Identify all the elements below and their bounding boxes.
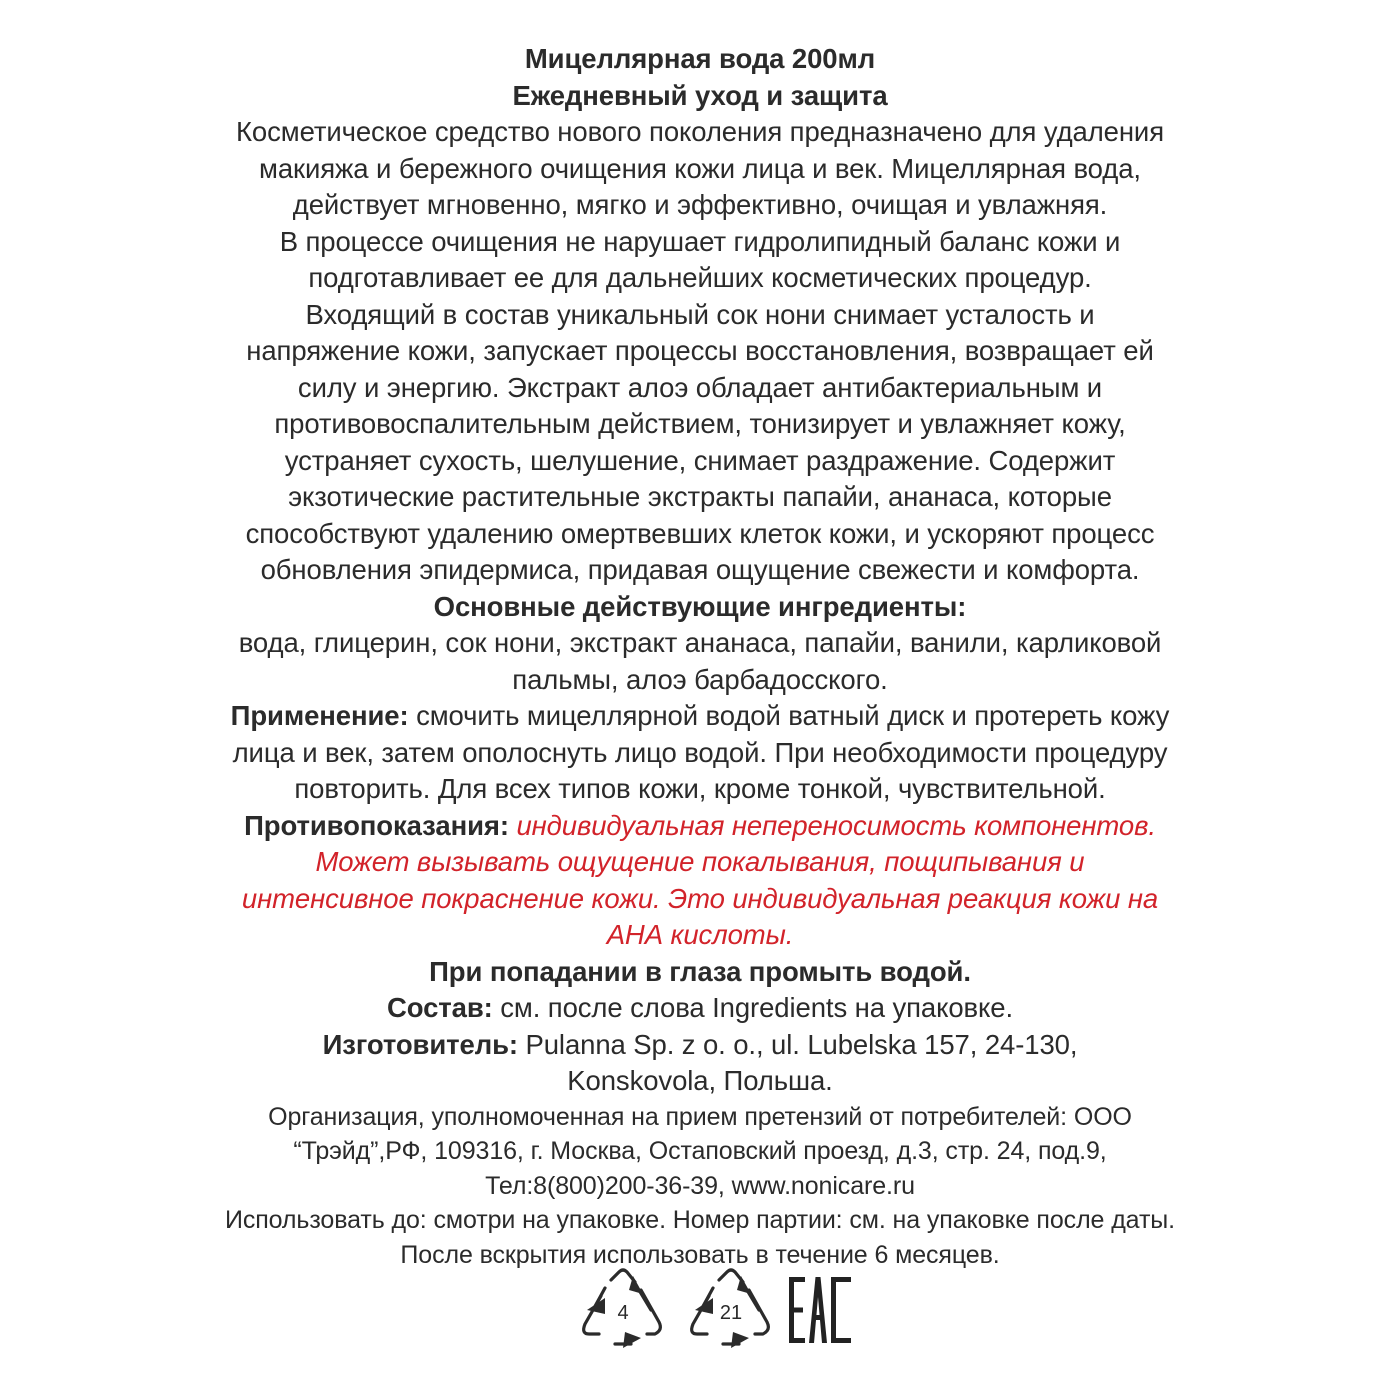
manufacturer-text: Pulanna Sp. z o. o., ul. Lubelska 157, 24-130, bbox=[517, 1028, 1078, 1060]
claims-line: “Трэйд”,РФ, 109316, г. Москва, Остаповский проезд, д.3, стр. 24, под.9, bbox=[293, 1137, 1107, 1165]
usage-line bbox=[200, 698, 1200, 735]
manufacturer-line bbox=[200, 1027, 1200, 1064]
recycle-code-label: 21 bbox=[719, 1302, 743, 1324]
usage-line: повторить. Для всех типов кожи, кроме тонкой, чувствительной. bbox=[294, 773, 1106, 804]
description-line: подготавливает ее для дальнейших косметических процедур. bbox=[308, 262, 1092, 293]
product-subtitle: Ежедневный уход и защита bbox=[512, 80, 888, 111]
description-line: способствуют удалению омертвевших клеток кожи, и ускоряют процесс bbox=[245, 517, 1155, 549]
contraindications-line: Может вызывать ощущение покалывания, пощипывания и bbox=[315, 846, 1085, 877]
description-line: напряжение кожи, запускает процессы восстановления, возвращает ей bbox=[246, 335, 1154, 366]
ingredients-heading: Основные действующие ингредиенты: bbox=[433, 590, 967, 622]
product-description bbox=[200, 114, 1200, 589]
description-line: Входящий в состав уникальный сок нони снимает усталость и bbox=[305, 298, 1095, 330]
description-line: действует мгновенно, мягко и эффективно, очищая и увлажняя. bbox=[292, 189, 1108, 220]
description-line: макияжа и бережного очищения кожи лица и век. Мицеллярная вода, bbox=[259, 152, 1141, 184]
ingredients-line: вода, глицерин, сок нони, экстракт ананаса, папайи, ванили, карликовой bbox=[238, 627, 1162, 658]
recycle-code-label: 4 bbox=[617, 1302, 629, 1324]
certification-marks bbox=[0, 1268, 1400, 1358]
expiry-info: Использовать до: смотри на упаковке. Номер партии: см. на упаковке после даты. bbox=[224, 1206, 1176, 1234]
description-line: Косметическое средство нового поколения предназначено для удаления bbox=[236, 116, 1164, 147]
manufacturer-label: Изготовитель: bbox=[322, 1028, 518, 1060]
composition-text: см. после слова Ingredients на упаковке. bbox=[492, 992, 1014, 1023]
ingredients-line: пальмы, алоэ барбадосского. bbox=[512, 663, 888, 695]
usage-label: Применение: bbox=[230, 700, 409, 731]
composition-label: Состав: bbox=[386, 992, 493, 1023]
contraindications-line: АНА кислоты. bbox=[606, 919, 794, 950]
description-line: устраняет сухость, шелушение, снимает раздражение. Содержит bbox=[284, 444, 1116, 476]
description-line: экзотические растительные экстракты папайи, ананаса, которые bbox=[288, 481, 1112, 512]
eac-logo bbox=[789, 1277, 851, 1343]
eac-mark-icon bbox=[789, 1277, 851, 1343]
claims-line: Организация, уполномоченная на прием претензий от потребителей: ООО bbox=[268, 1102, 1132, 1131]
claims-line: Тел:8(800)200-36-39, www.nonicare.ru bbox=[485, 1171, 915, 1200]
after-opening-info: После вскрытия использовать в течение 6 месяцев. bbox=[400, 1240, 1000, 1269]
contraindications-text: индивидуальная непереносимость компонентов. bbox=[508, 809, 1156, 841]
usage-line: лица и век, затем ополоснуть лицо водой. При необходимости процедуру bbox=[232, 736, 1168, 768]
claims-organization bbox=[200, 1100, 1200, 1204]
usage-text: смочить мицеллярной водой ватный диск и протереть кожу bbox=[408, 700, 1170, 731]
contraindications-label: Противопоказания: bbox=[244, 809, 509, 841]
contraindications-line: интенсивное покраснение кожи. Это индивидуальная реакция кожи на bbox=[241, 882, 1159, 914]
contraindications-line bbox=[200, 808, 1200, 845]
recycle-icon bbox=[683, 1268, 779, 1352]
description-line: В процессе очищения не нарушает гидролипидный баланс кожи и bbox=[279, 225, 1121, 257]
recycle-icon bbox=[575, 1268, 671, 1352]
eye-warning: При попадании в глаза промыть водой. bbox=[429, 955, 971, 987]
composition-line bbox=[200, 990, 1200, 1027]
product-title: Мицеллярная вода 200мл bbox=[524, 43, 876, 74]
description-line: силу и энергию. Экстракт алоэ обладает антибактериальным и bbox=[297, 371, 1103, 403]
manufacturer-line: Konskovola, Польша. bbox=[567, 1065, 833, 1096]
description-line: противовоспалительным действием, тонизирует и увлажняет кожу, bbox=[274, 408, 1126, 439]
description-line: обновления эпидермиса, придавая ощущение свежести и комфорта. bbox=[260, 554, 1140, 585]
product-label-text bbox=[200, 40, 1200, 1272]
